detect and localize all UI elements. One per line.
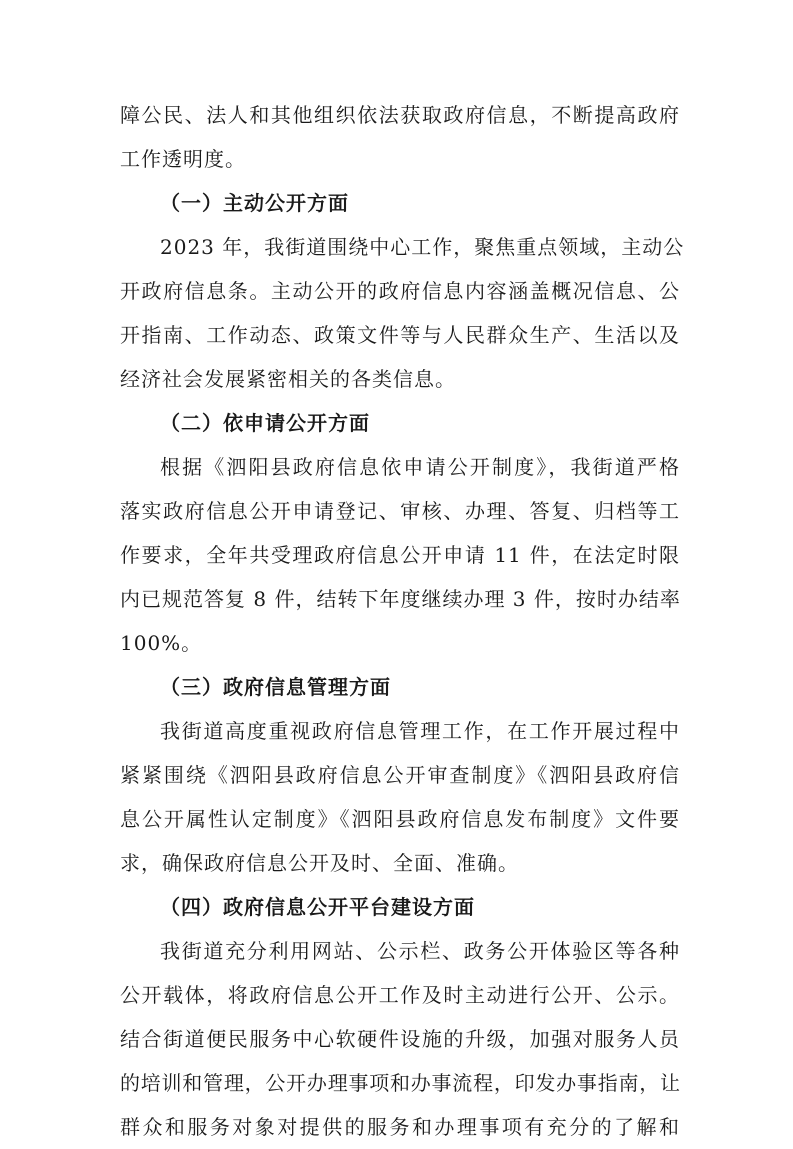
paragraph-line: 障公民、法人和其他组织依法获取政府信息，不断提高政府 (120, 103, 680, 127)
paragraph-line: 紧紧围绕《泗阳县政府信息公开审查制度》《泗阳县政府信 (120, 763, 680, 787)
paragraph-line: 公开载体，将政府信息公开工作及时主动进行公开、公示。 (120, 983, 680, 1007)
intro-paragraph (120, 93, 680, 181)
section-1 (120, 181, 685, 401)
section-heading: （二）依申请公开方面 (160, 411, 370, 435)
document-page (120, 93, 685, 1149)
section-2 (120, 401, 680, 665)
paragraph-line: 2023 年，我街道围绕中心工作，聚焦重点领域，主动公 (160, 235, 685, 259)
paragraph-line: 根据《泗阳县政府信息依申请公开制度》，我街道严格 (160, 455, 680, 479)
paragraph-line: 求，确保政府信息公开及时、全面、准确。 (120, 851, 519, 875)
paragraph-line: 息公开属性认定制度》《泗阳县政府信息发布制度》文件要 (120, 807, 680, 831)
paragraph-line: 经济社会发展紧密相关的各类信息。 (120, 367, 456, 391)
section-4 (120, 885, 680, 1149)
paragraph-line: 作要求，全年共受理政府信息公开申请 11 件，在法定时限 (120, 543, 680, 567)
paragraph-line: 内已规范答复 8 件，结转下年度继续办理 3 件，按时办结率 (120, 587, 681, 611)
paragraph-line: 工作透明度。 (120, 147, 246, 171)
paragraph-line: 我街道充分利用网站、公示栏、政务公开体验区等各种 (160, 939, 680, 963)
paragraph-line: 结合街道便民服务中心软硬件设施的升级，加强对服务人员 (120, 1027, 680, 1051)
paragraph-line: 的培训和管理，公开办理事项和办事流程，印发办事指南，让 (120, 1071, 680, 1095)
section-heading: （一）主动公开方面 (160, 191, 349, 215)
section-heading: （四）政府信息公开平台建设方面 (160, 895, 475, 919)
section-3 (120, 665, 680, 885)
paragraph-line: 落实政府信息公开申请登记、审核、办理、答复、归档等工 (120, 499, 680, 523)
paragraph-line: 100%。 (120, 631, 203, 655)
section-heading: （三）政府信息管理方面 (160, 675, 391, 699)
paragraph-line: 群众和服务对象对提供的服务和办理事项有充分的了解和 (120, 1115, 680, 1139)
paragraph-line: 开政府信息条。主动公开的政府信息内容涵盖概况信息、公 (120, 279, 680, 303)
paragraph-line: 开指南、工作动态、政策文件等与人民群众生产、生活以及 (120, 323, 680, 347)
paragraph-line: 我街道高度重视政府信息管理工作，在工作开展过程中 (160, 719, 680, 743)
